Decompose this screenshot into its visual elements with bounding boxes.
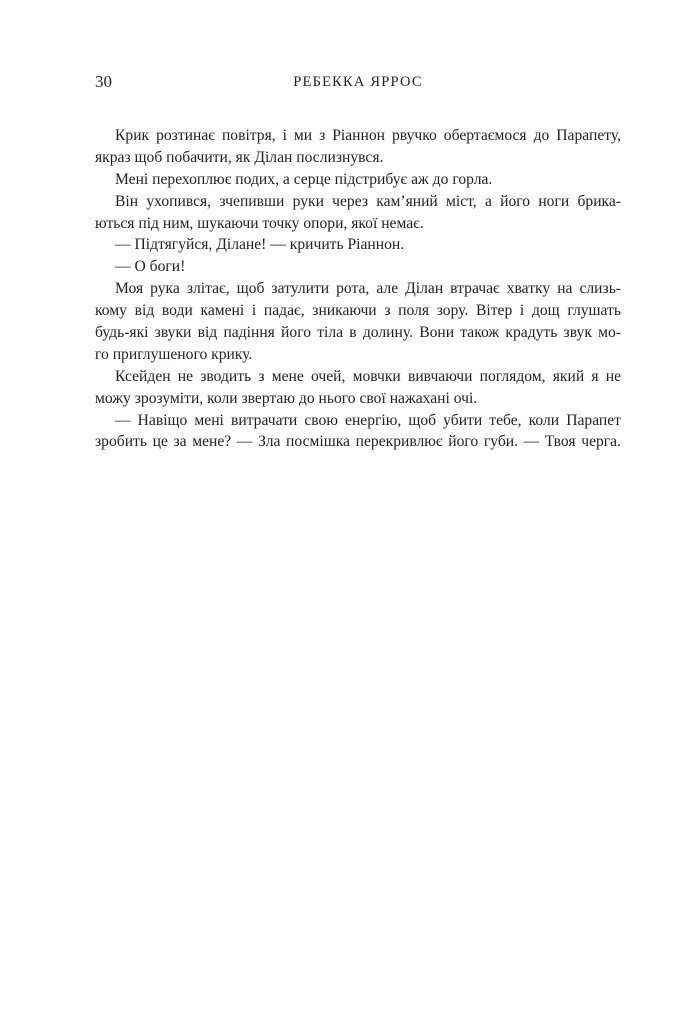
text-line: — Навіщо мені витрачати свою енергію, щоб убити тебе, коли Парапет <box>115 411 621 429</box>
page-number: 30 <box>95 72 112 91</box>
text-line: Мені перехоплює подих, а серце підстрибує аж до горла. <box>115 170 493 188</box>
text-line: Ксейден не зводить з мене очей, мовчки вивчаючи поглядом, який я не <box>115 367 621 385</box>
text-line: — Підтягуйся, Ділане! — кричить Ріаннон. <box>115 236 405 254</box>
text-line: — О боги! <box>115 258 186 276</box>
text-line: зробить це за мене? — Зла посмішка перекривлює його губи. — Твоя черга. <box>95 433 621 451</box>
body-text <box>95 125 621 453</box>
text-line: можу зрозуміти, коли звертаю до нього свої нажахані очі. <box>95 389 478 407</box>
text-line: ються під ним, шукаючи точку опори, якої немає. <box>95 214 424 232</box>
text-line: кому від води камені і падає, зникаючи з поля зору. Вітер і дощ глушать <box>95 302 621 320</box>
text-line: Крик розтинає повітря, і ми з Ріаннон рвучко обертаємося до Парапету, <box>115 127 621 144</box>
page-header <box>95 70 621 94</box>
text-line: якраз щоб побачити, як Ділан послизнувся. <box>95 148 384 166</box>
text-line: Він ухопився, зчепивши руки через кам’яний міст, а його ноги брика- <box>115 192 621 210</box>
running-head: РЕБЕККА ЯРРОС <box>293 74 423 90</box>
text-line: будь-які звуки від падіння його тіла в долину. Вони також крадуть звук мо- <box>95 324 621 342</box>
text-line: го приглушеного крику. <box>95 345 253 363</box>
text-line: Моя рука злітає, щоб затулити рота, але Ділан втрачає хватку на слизь- <box>115 280 621 298</box>
